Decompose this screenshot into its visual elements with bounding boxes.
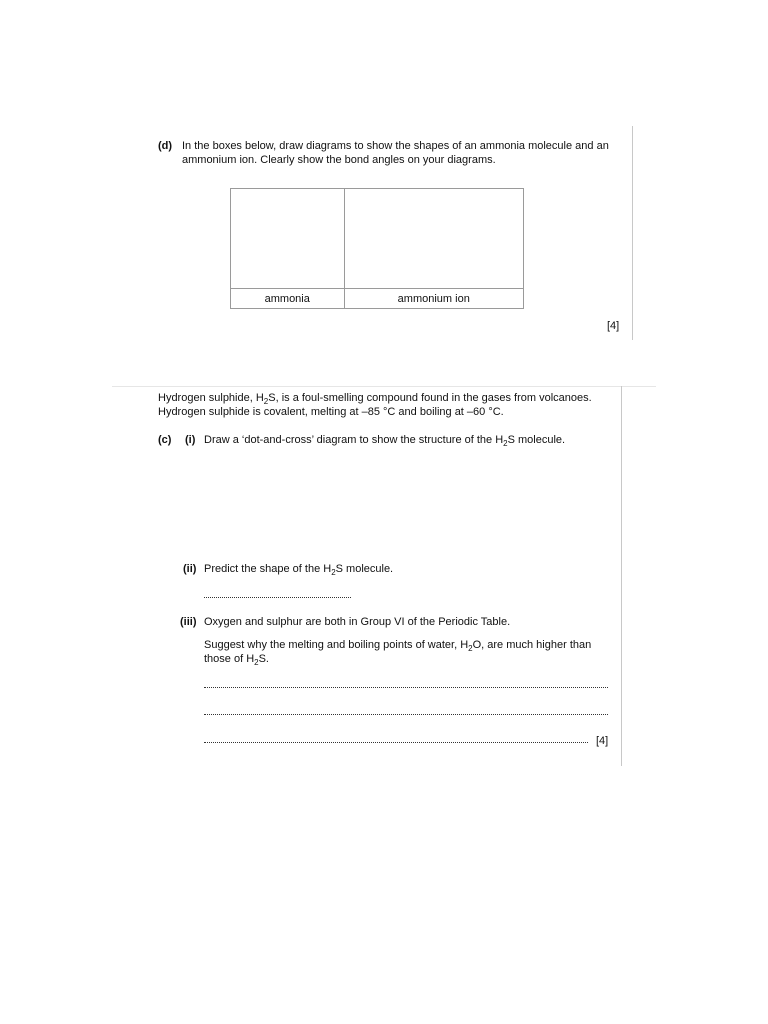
answer-line-iii-1[interactable] xyxy=(204,687,608,688)
question-d-marks: [4] xyxy=(607,320,620,332)
drawing-boxes xyxy=(230,188,524,309)
question-c-iii-label: (iii) xyxy=(180,616,197,628)
question-c-ii-text: Predict the shape of the $H_2S$ molecule. xyxy=(204,563,394,577)
question-d-line-2: ammonium ion. Clearly show the bond angles on your diagrams. xyxy=(182,154,496,166)
question-c-i-text: Draw a ‘dot-and-cross’ diagram to show the structure of the $H_2S$ molecule. xyxy=(204,434,566,448)
answer-line-iii-3[interactable] xyxy=(204,742,588,743)
question-c-iii-line-1: Oxygen and sulphur are both in Group VI of the Periodic Table. xyxy=(204,616,511,628)
answer-line-iii-2[interactable] xyxy=(204,714,608,715)
question-c-label: (c) xyxy=(158,434,172,446)
ammonium-ion-label: ammonium ion xyxy=(344,289,524,309)
margin-rule-bottom xyxy=(621,386,622,766)
question-c-ii-label: (ii) xyxy=(183,563,197,575)
ammonia-label: ammonia xyxy=(231,289,345,309)
ammonia-drawing-box[interactable] xyxy=(231,189,345,289)
question-c-iii-line-2: Suggest why the melting and boiling points of water, $H_2O$, are much higher than xyxy=(204,639,592,653)
question-c-marks: [4] xyxy=(596,735,609,747)
margin-rule-top xyxy=(632,126,633,340)
question-c-iii-line-3: those of $H_2S$. xyxy=(204,653,269,667)
answer-line-ii[interactable] xyxy=(204,597,351,598)
ammonium-ion-drawing-box[interactable] xyxy=(344,189,524,289)
question-d-label: (d) xyxy=(158,140,173,152)
intro-line-1: Hydrogen sulphide, $H_2S$, is a foul-smelling compound found in the gases from volcanoes. xyxy=(158,392,592,406)
question-d-line-1: In the boxes below, draw diagrams to show the shapes of an ammonia molecule and an xyxy=(182,140,609,152)
intro-line-2: Hydrogen sulphide is covalent, melting at –85 °C and boiling at –60 °C. xyxy=(158,406,504,418)
section-divider xyxy=(112,386,656,387)
question-c-i-label: (i) xyxy=(185,434,196,446)
